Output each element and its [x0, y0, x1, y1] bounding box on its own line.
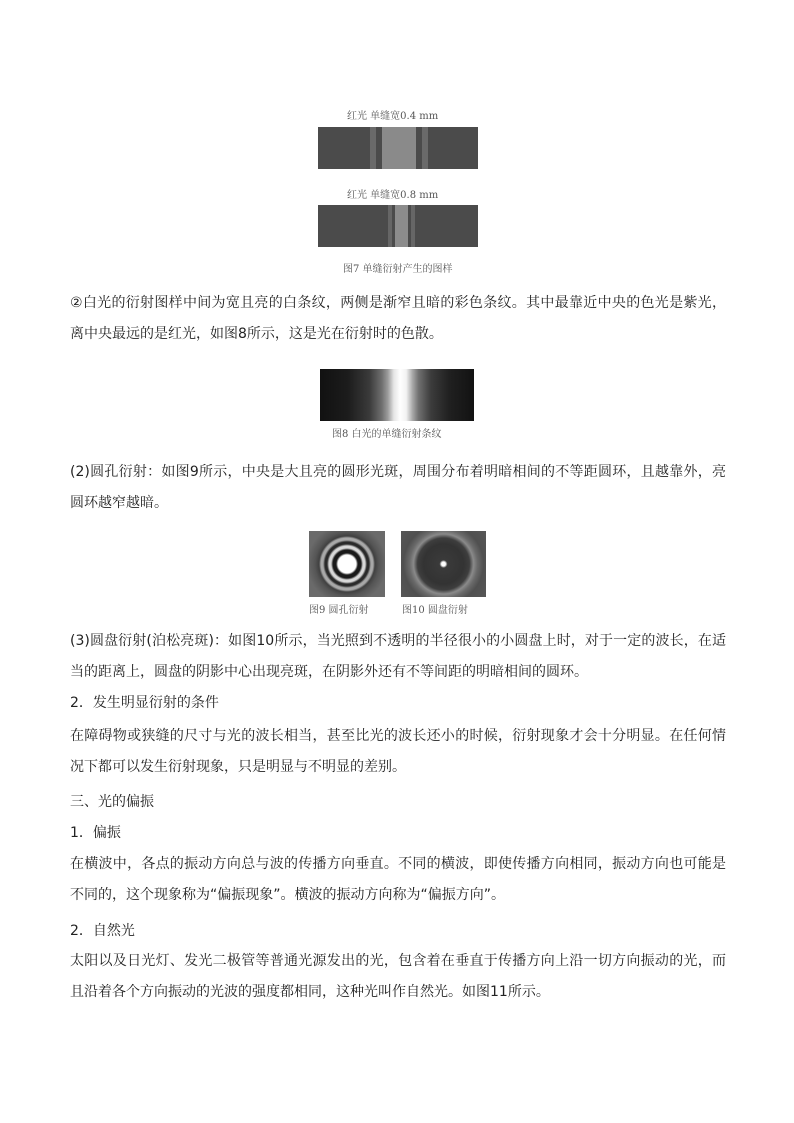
heading-natural-light: 2．自然光 — [70, 923, 135, 939]
heading-polarization-subsection: 1．偏振 — [70, 825, 121, 841]
fig7-slit-pattern-narrow — [318, 127, 478, 169]
fig10-caption: 图10 圆盘衍射 — [402, 605, 468, 616]
fig7-side-fringe-right — [411, 205, 415, 247]
fig9-caption: 图9 圆孔衍射 — [309, 605, 369, 616]
paragraph-polarization: 在横波中，各点的振动方向总与波的传播方向垂直。不同的横波，即使传播方向相同，振动方向也可能是不同的，这个现象称为“偏振现象”。横波的振动方向称为“偏振方向”。 — [70, 856, 726, 903]
fig7-central-fringe — [395, 205, 408, 247]
paragraph-circular-hole: (2)圆孔衍射：如图9所示，中央是大且亮的圆形光斑，周围分布着明暗相间的不等距圆环，且越靠外，亮圆环越窄越暗。 — [70, 464, 726, 511]
paragraph-natural-light: 太阳以及日光灯、发光二极管等普通光源发出的光，包含着在垂直于传播方向上沿一切方向振动的光，而且沿着各个方向振动的光波的强度都相同，这种光叫作自然光。如图11所示。 — [70, 953, 726, 1000]
heading-diffraction-conditions: 2．发生明显衍射的条件 — [70, 695, 219, 711]
fig8-white-light-pattern — [320, 369, 474, 421]
fig8-caption: 图8 白光的单缝衍射条纹 — [332, 429, 442, 440]
fig7-side-fringe-left — [370, 127, 376, 169]
fig10-circular-disk-image — [401, 531, 486, 597]
heading-polarization: 三、光的偏振 — [70, 794, 154, 810]
fig7-side-fringe-right — [422, 127, 428, 169]
fig7-central-fringe — [382, 127, 416, 169]
paragraph-diffraction-conditions: 在障碍物或狭缝的尺寸与光的波长相当，甚至比光的波长还小的时候，衍射现象才会十分明显。在任何情况下都可以发生衍射现象，只是明显与不明显的差别。 — [70, 728, 726, 775]
fig9-circular-hole-image — [309, 531, 385, 597]
fig7-slit-pattern-wide — [318, 205, 478, 247]
fig7-caption: 图7 单缝衍射产生的图样 — [343, 264, 453, 275]
fig7-label-top: 红光 单缝宽0.4 mm — [347, 111, 439, 122]
fig7-side-fringe-left — [388, 205, 392, 247]
fig7-label-bottom: 红光 单缝宽0.8 mm — [347, 190, 439, 201]
paragraph-white-light: ②白光的衍射图样中间为宽且亮的白条纹，两侧是渐窄且暗的彩色条纹。其中最靠近中央的色光是紫光，离中央最远的是红光，如图8所示，这是光在衍射时的色散。 — [70, 295, 726, 342]
paragraph-disk-diffraction: (3)圆盘衍射(泊松亮斑)：如图10所示，当光照到不透明的半径很小的小圆盘上时，对于一定的波长，在适当的距离上，圆盘的阴影中心出现亮斑，在阴影外还有不等间距的明暗相间的圆环。 — [70, 633, 726, 680]
